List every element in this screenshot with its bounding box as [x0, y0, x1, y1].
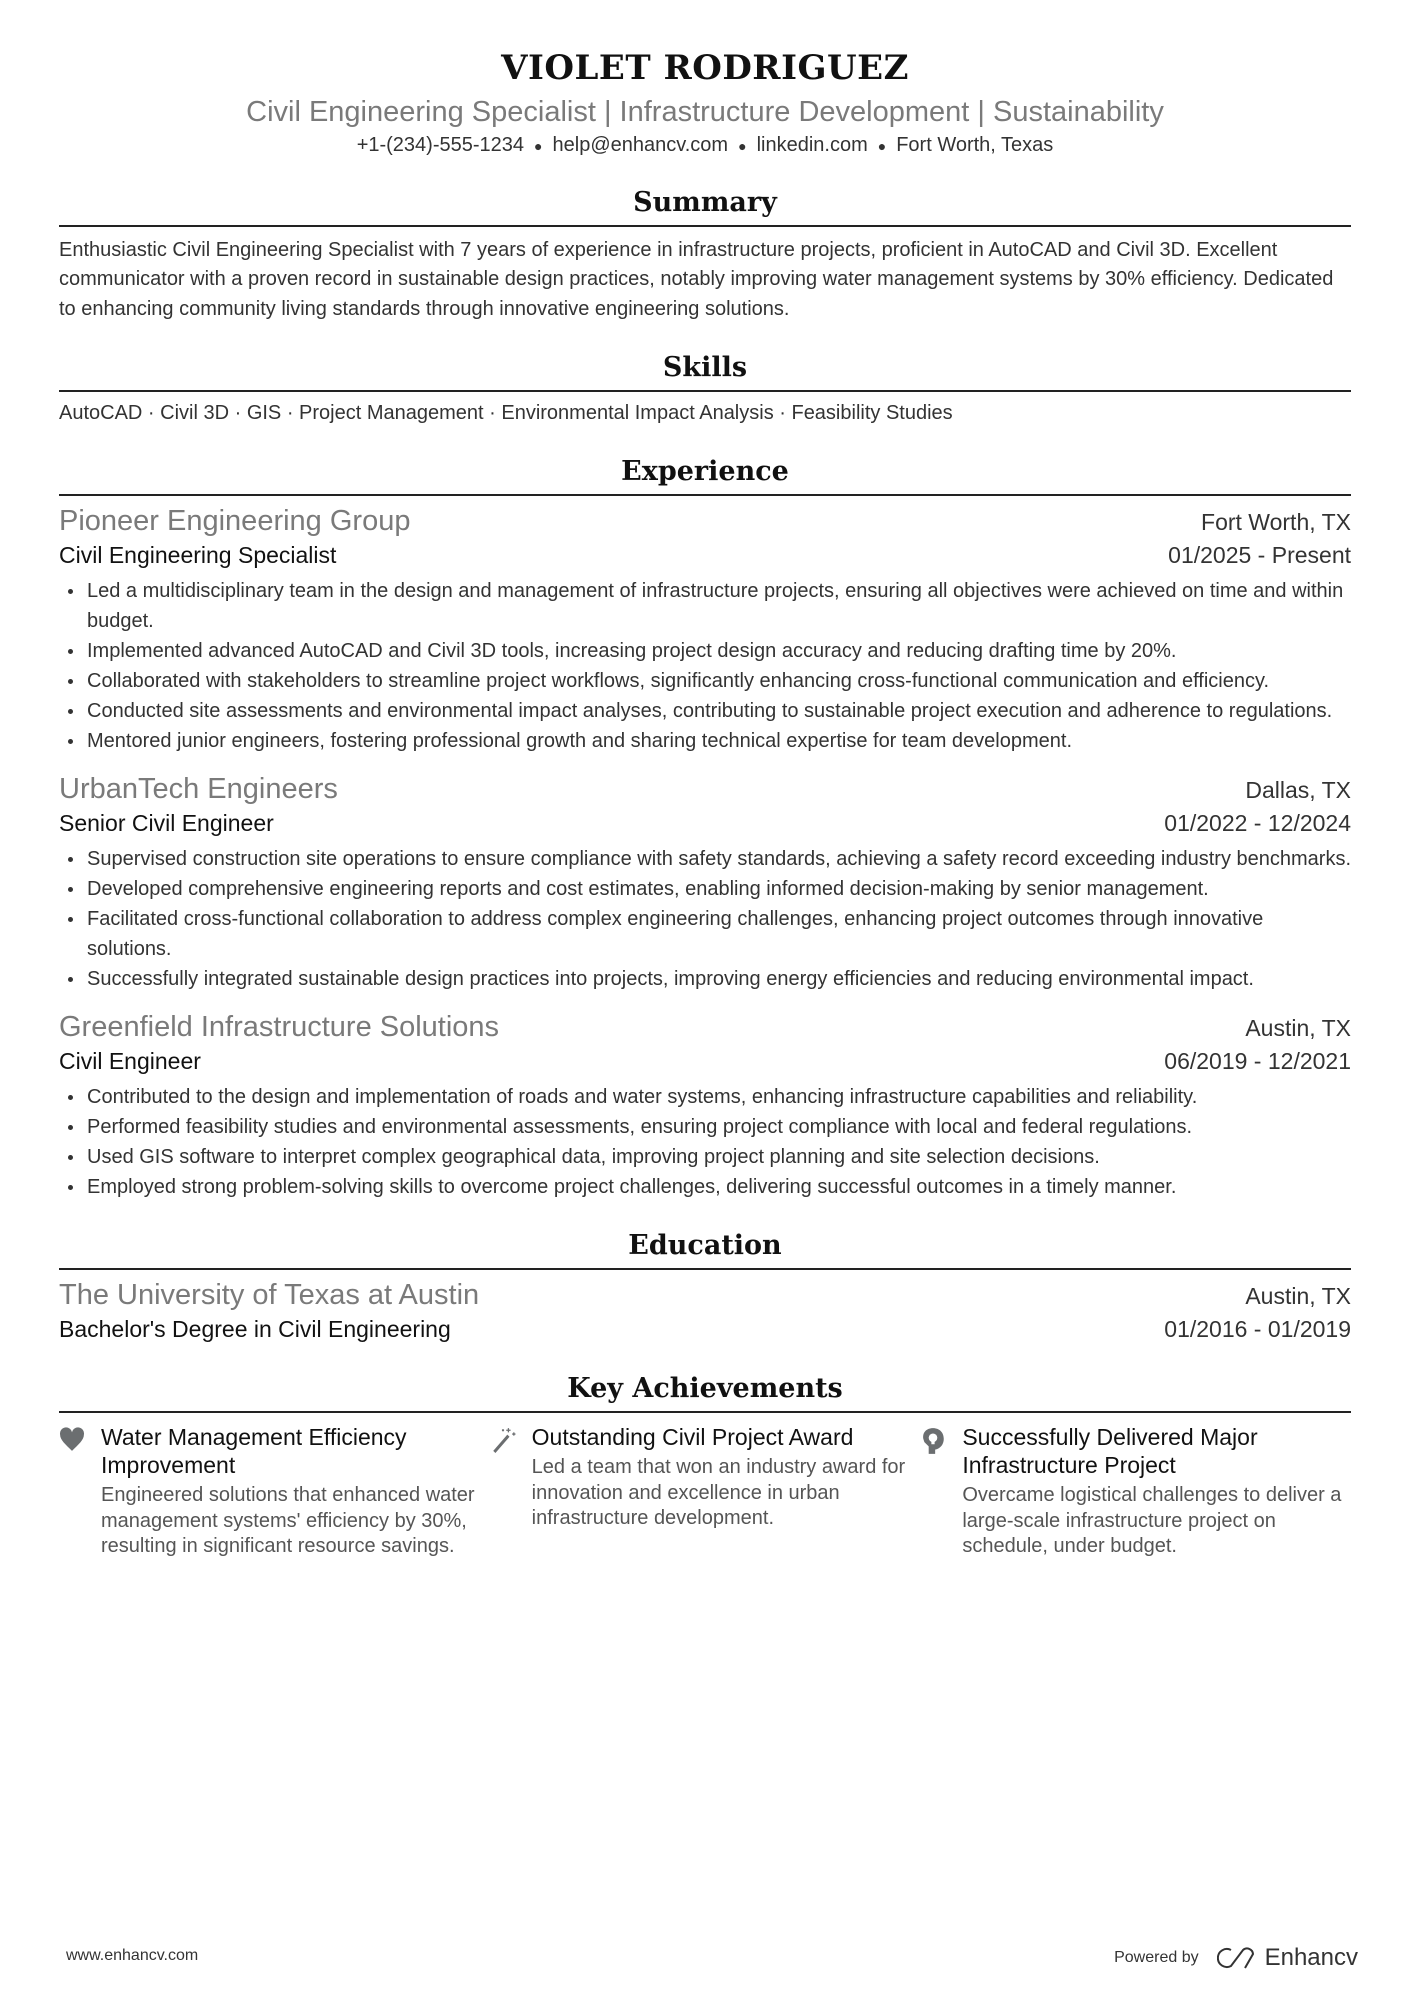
- job-location: Austin, TX: [1245, 1015, 1351, 1042]
- bullet-item: Employed strong problem-solving skills to overcome project challenges, delivering successful outcomes in a timely manner.: [59, 1172, 1351, 1202]
- experience-section: [59, 454, 1351, 1202]
- achievement-item: [490, 1423, 921, 1560]
- job-dates: 01/2022 - 12/2024: [1164, 810, 1351, 837]
- achievement-item: [920, 1423, 1351, 1560]
- enhancv-logo[interactable]: [1217, 1944, 1358, 1972]
- job-dates: 06/2019 - 12/2021: [1164, 1048, 1351, 1075]
- footer-website-link[interactable]: www.enhancv.com: [66, 1947, 199, 1964]
- job-location: Dallas, TX: [1245, 777, 1351, 804]
- section-heading: Key Achievements: [59, 1371, 1351, 1413]
- job-title: Civil Engineering Specialist: [59, 542, 337, 569]
- enhancv-logo-icon: [1217, 1946, 1257, 1970]
- email-link[interactable]: help@enhancv.com: [552, 134, 729, 156]
- bullet-item: Used GIS software to interpret complex geographical data, improving project planning and site selection decisions.: [59, 1142, 1351, 1172]
- education-dates: 01/2016 - 01/2019: [1164, 1316, 1351, 1343]
- job-location: Fort Worth, TX: [1201, 509, 1351, 536]
- education-section: [59, 1228, 1351, 1345]
- skills-section: [59, 350, 1351, 428]
- section-heading: Summary: [59, 185, 1351, 227]
- job-title: Civil Engineer: [59, 1048, 201, 1075]
- job-entry: [59, 1010, 1351, 1202]
- achievement-title: Water Management Efficiency Improvement: [101, 1424, 407, 1479]
- candidate-name: VIOLET RODRIGUEZ: [501, 48, 909, 88]
- section-heading: Education: [59, 1228, 1351, 1270]
- section-heading: Skills: [59, 350, 1351, 392]
- bullet-item: Performed feasibility studies and environmental assessments, ensuring project compliance with local and federal regulations.: [59, 1112, 1351, 1142]
- bullet-item: Implemented advanced AutoCAD and Civil 3D tools, increasing project design accuracy and reducing drafting time by 20%.: [59, 636, 1351, 666]
- bullet-item: Facilitated cross-functional collaboration to address complex engineering challenges, enhancing project outcomes through innovative solutions.: [59, 904, 1351, 964]
- job-bullets: [59, 844, 1351, 994]
- skills-list: AutoCAD · Civil 3D · GIS · Project Management · Environmental Impact Analysis · Feasibility Studies: [59, 402, 953, 425]
- job-title: Senior Civil Engineer: [59, 810, 274, 837]
- achievements-section: [59, 1371, 1351, 1560]
- bullet-item: Led a multidisciplinary team in the design and management of infrastructure projects, ensuring all objectives were achieved on time and within budget.: [59, 576, 1351, 636]
- bullet-item: Conducted site assessments and environmental impact analyses, contributing to sustainable project execution and adherence to regulations.: [59, 696, 1351, 726]
- bullet-item: Supervised construction site operations to ensure compliance with safety standards, achieving a safety record exceeding industry benchmarks.: [59, 844, 1351, 874]
- bullet-item: Contributed to the design and implementation of roads and water systems, enhancing infrastructure capabilities and reliability.: [59, 1082, 1351, 1112]
- degree: Bachelor's Degree in Civil Engineering: [59, 1316, 451, 1343]
- job-entry: [59, 772, 1351, 994]
- location: Fort Worth, Texas: [896, 134, 1054, 156]
- achievement-desc: Led a team that won an industry award for innovation and excellence in urban infrastructure development.: [531, 1456, 906, 1530]
- bullet-item: Developed comprehensive engineering reports and cost estimates, enabling informed decision-making by senior management.: [59, 874, 1351, 904]
- magic-wand-icon: [490, 1423, 532, 1560]
- job-bullets: [59, 576, 1351, 756]
- section-heading: Experience: [59, 454, 1351, 496]
- separator-dot: ●: [534, 137, 543, 154]
- achievement-title: Successfully Delivered Major Infrastructure Project: [962, 1424, 1258, 1479]
- heart-icon: [59, 1423, 101, 1560]
- separator-dot: ●: [877, 137, 887, 154]
- powered-by-label: Powered by: [1114, 1949, 1199, 1966]
- company-name: UrbanTech Engineers: [59, 773, 338, 806]
- achievement-item: [59, 1423, 490, 1560]
- headline: Civil Engineering Specialist | Infrastructure Development | Sustainability: [246, 96, 1164, 128]
- summary-section: [59, 185, 1351, 325]
- school-name: The University of Texas at Austin: [59, 1279, 480, 1312]
- linkedin-link[interactable]: linkedin.com: [756, 134, 868, 156]
- achievement-desc: Engineered solutions that enhanced water management systems' efficiency by 30%, resulting in significant resource savings.: [101, 1484, 475, 1558]
- job-bullets: [59, 1082, 1351, 1202]
- phone: +1-(234)-555-1234: [356, 134, 525, 156]
- bullet-item: Mentored junior engineers, fostering professional growth and sharing technical expertise for team development.: [59, 726, 1351, 756]
- company-name: Pioneer Engineering Group: [59, 505, 411, 538]
- bullet-item: Successfully integrated sustainable design practices into projects, improving energy efficiencies and reducing environmental impact.: [59, 964, 1351, 994]
- job-dates: 01/2025 - Present: [1168, 542, 1351, 569]
- achievement-title: Outstanding Civil Project Award: [531, 1424, 854, 1451]
- achievement-desc: Overcame logistical challenges to deliver a large-scale infrastructure project on schedule, under budget.: [962, 1484, 1342, 1558]
- brand-name: Enhancv: [1264, 1944, 1358, 1971]
- contact-line: [59, 132, 1351, 159]
- head-lightbulb-icon: [920, 1423, 962, 1560]
- company-name: Greenfield Infrastructure Solutions: [59, 1011, 500, 1044]
- bullet-item: Collaborated with stakeholders to streamline project workflows, significantly enhancing cross-functional communication and efficiency.: [59, 666, 1351, 696]
- job-entry: [59, 504, 1351, 756]
- footer-powered-by: [1114, 1944, 1358, 1972]
- summary-text: Enthusiastic Civil Engineering Specialist with 7 years of experience in infrastructure projects, proficient in AutoCAD and Civil 3D. Excellent communicator with a proven record in sustainable design practices, notably improving water management systems by 30% efficiency. Dedicated to enhancing community living standards through innovative engineering solutions.: [59, 238, 1334, 320]
- education-entry: [59, 1278, 1351, 1345]
- separator-dot: ●: [738, 137, 747, 154]
- school-location: Austin, TX: [1245, 1283, 1351, 1310]
